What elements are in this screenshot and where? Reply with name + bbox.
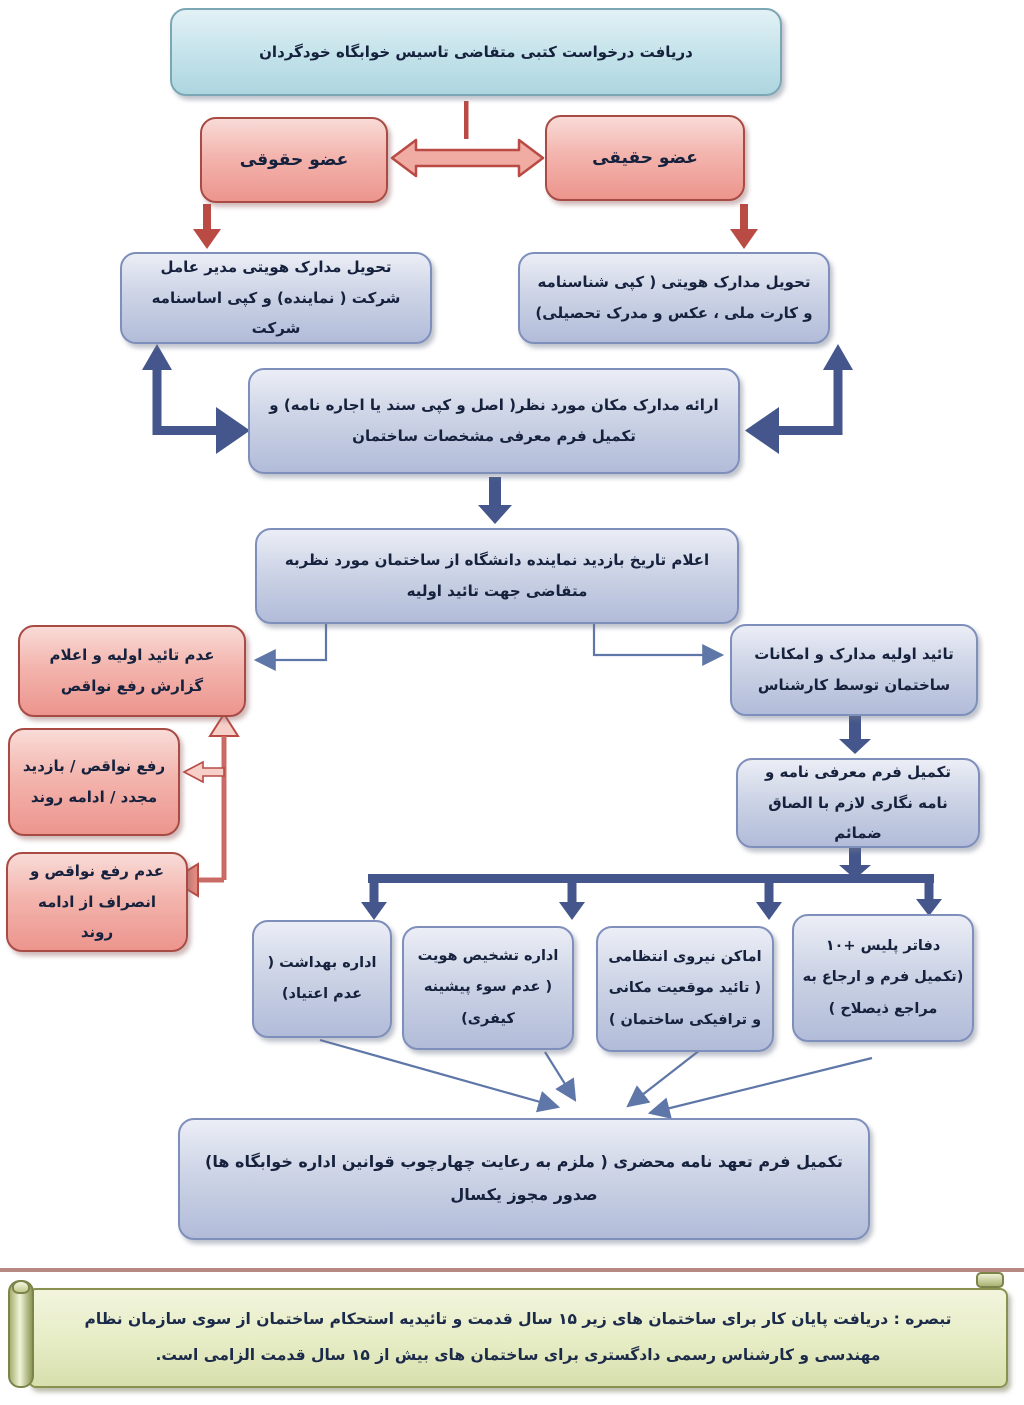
node-identity-dept: اداره تشخیص هویت ( عدم سوء پیشینه کیفری) (402, 926, 574, 1050)
node-health-dept: اداره بهداشت ( عدم اعتیاد) (252, 920, 392, 1038)
double-arrow-members-icon (392, 140, 543, 176)
node-no-fix: عدم رفع نواقص و انصراف از ادامه روند (6, 852, 188, 952)
scroll-roll-cap-icon (12, 1280, 30, 1294)
node-natural-docs: تحویل مدارک هویتی ( کپی شناسنامه و کارت ملی ، عکس و مدرک تحصیلی) (518, 252, 830, 344)
node-legal-docs: تحویل مدارک هویتی مدیر عامل شرکت ( نماینده) و کپی اساسنامه شرکت (120, 252, 432, 344)
scroll-roll-left-icon (8, 1280, 34, 1388)
connector-visit-to-approved (594, 624, 722, 655)
node-receive-request: دریافت درخواست کتبی متقاضی تاسیس خوابگاه خودگردان (170, 8, 782, 96)
node-legal-member: عضو حقوقی (200, 117, 388, 203)
note-banner-text: تبصره : دریافت پایان کار برای ساختمان های زیر ۱۵ سال قدمت و تائیدیه استحکام ساختمان از سوی سازمان نظام مهندسی و کارشناس رسمی دادگستری برای ساختمان های بیش از ۱۵ سال قدمت الزامی است. (28, 1288, 1008, 1388)
node-approved: تائید اولیه مدارک و امکانات ساختمان توسط کارشناس (730, 624, 978, 716)
connector-visit-to-notapproved (256, 624, 326, 660)
node-fix-defects: رفع نواقص / بازدید مجدد / ادامه روند (8, 728, 180, 836)
red-stub-connector-icon (464, 101, 469, 139)
converge-arrows-icon (320, 1040, 872, 1113)
node-location-docs: ارائه مدارک مکان مورد نظر( اصل و کپی سند یا اجاره نامه) و تکمیل فرم معرفی مشخصات ساختمان (248, 368, 740, 474)
scroll-roll-right-icon (976, 1272, 1004, 1288)
node-intro-letter: تکمیل فرم معرفی نامه و نامه نگاری لازم با الصاق ضمائم (736, 758, 980, 848)
node-police10: دفاتر پلیس +۱۰ (تکمیل فرم و ارجاع به مراجع ذیصلاح ) (792, 914, 974, 1042)
elbow-arrow-left-icon (142, 344, 250, 454)
block-arrow-down-approved-icon (839, 714, 871, 754)
note-banner (8, 1278, 1010, 1392)
node-not-approved: عدم تائید اولیه و اعلام گزارش رفع نواقص (18, 625, 246, 717)
elbow-arrow-right-icon (745, 344, 853, 454)
node-commitment: تکمیل فرم تعهد نامه محضری ( ملزم به رعایت چهارچوب قوانین اداره خوابگاه ها) صدور مجوز یکسال (178, 1118, 870, 1240)
red-arrow-down-left-icon (193, 204, 221, 249)
block-arrow-down-center-icon (478, 477, 512, 524)
node-visit-date: اعلام تاریخ بازدید نماینده دانشگاه از ساختمان مورد نظربه متقاضی جهت تائید اولیه (255, 528, 739, 624)
red-arrow-down-right-icon (730, 204, 758, 249)
node-police-places: اماکن نیروی انتظامی ( تائید موقعیت مکانی و ترافیکی ساختمان ) (596, 926, 774, 1052)
node-natural-member: عضو حقیقی (545, 115, 745, 201)
